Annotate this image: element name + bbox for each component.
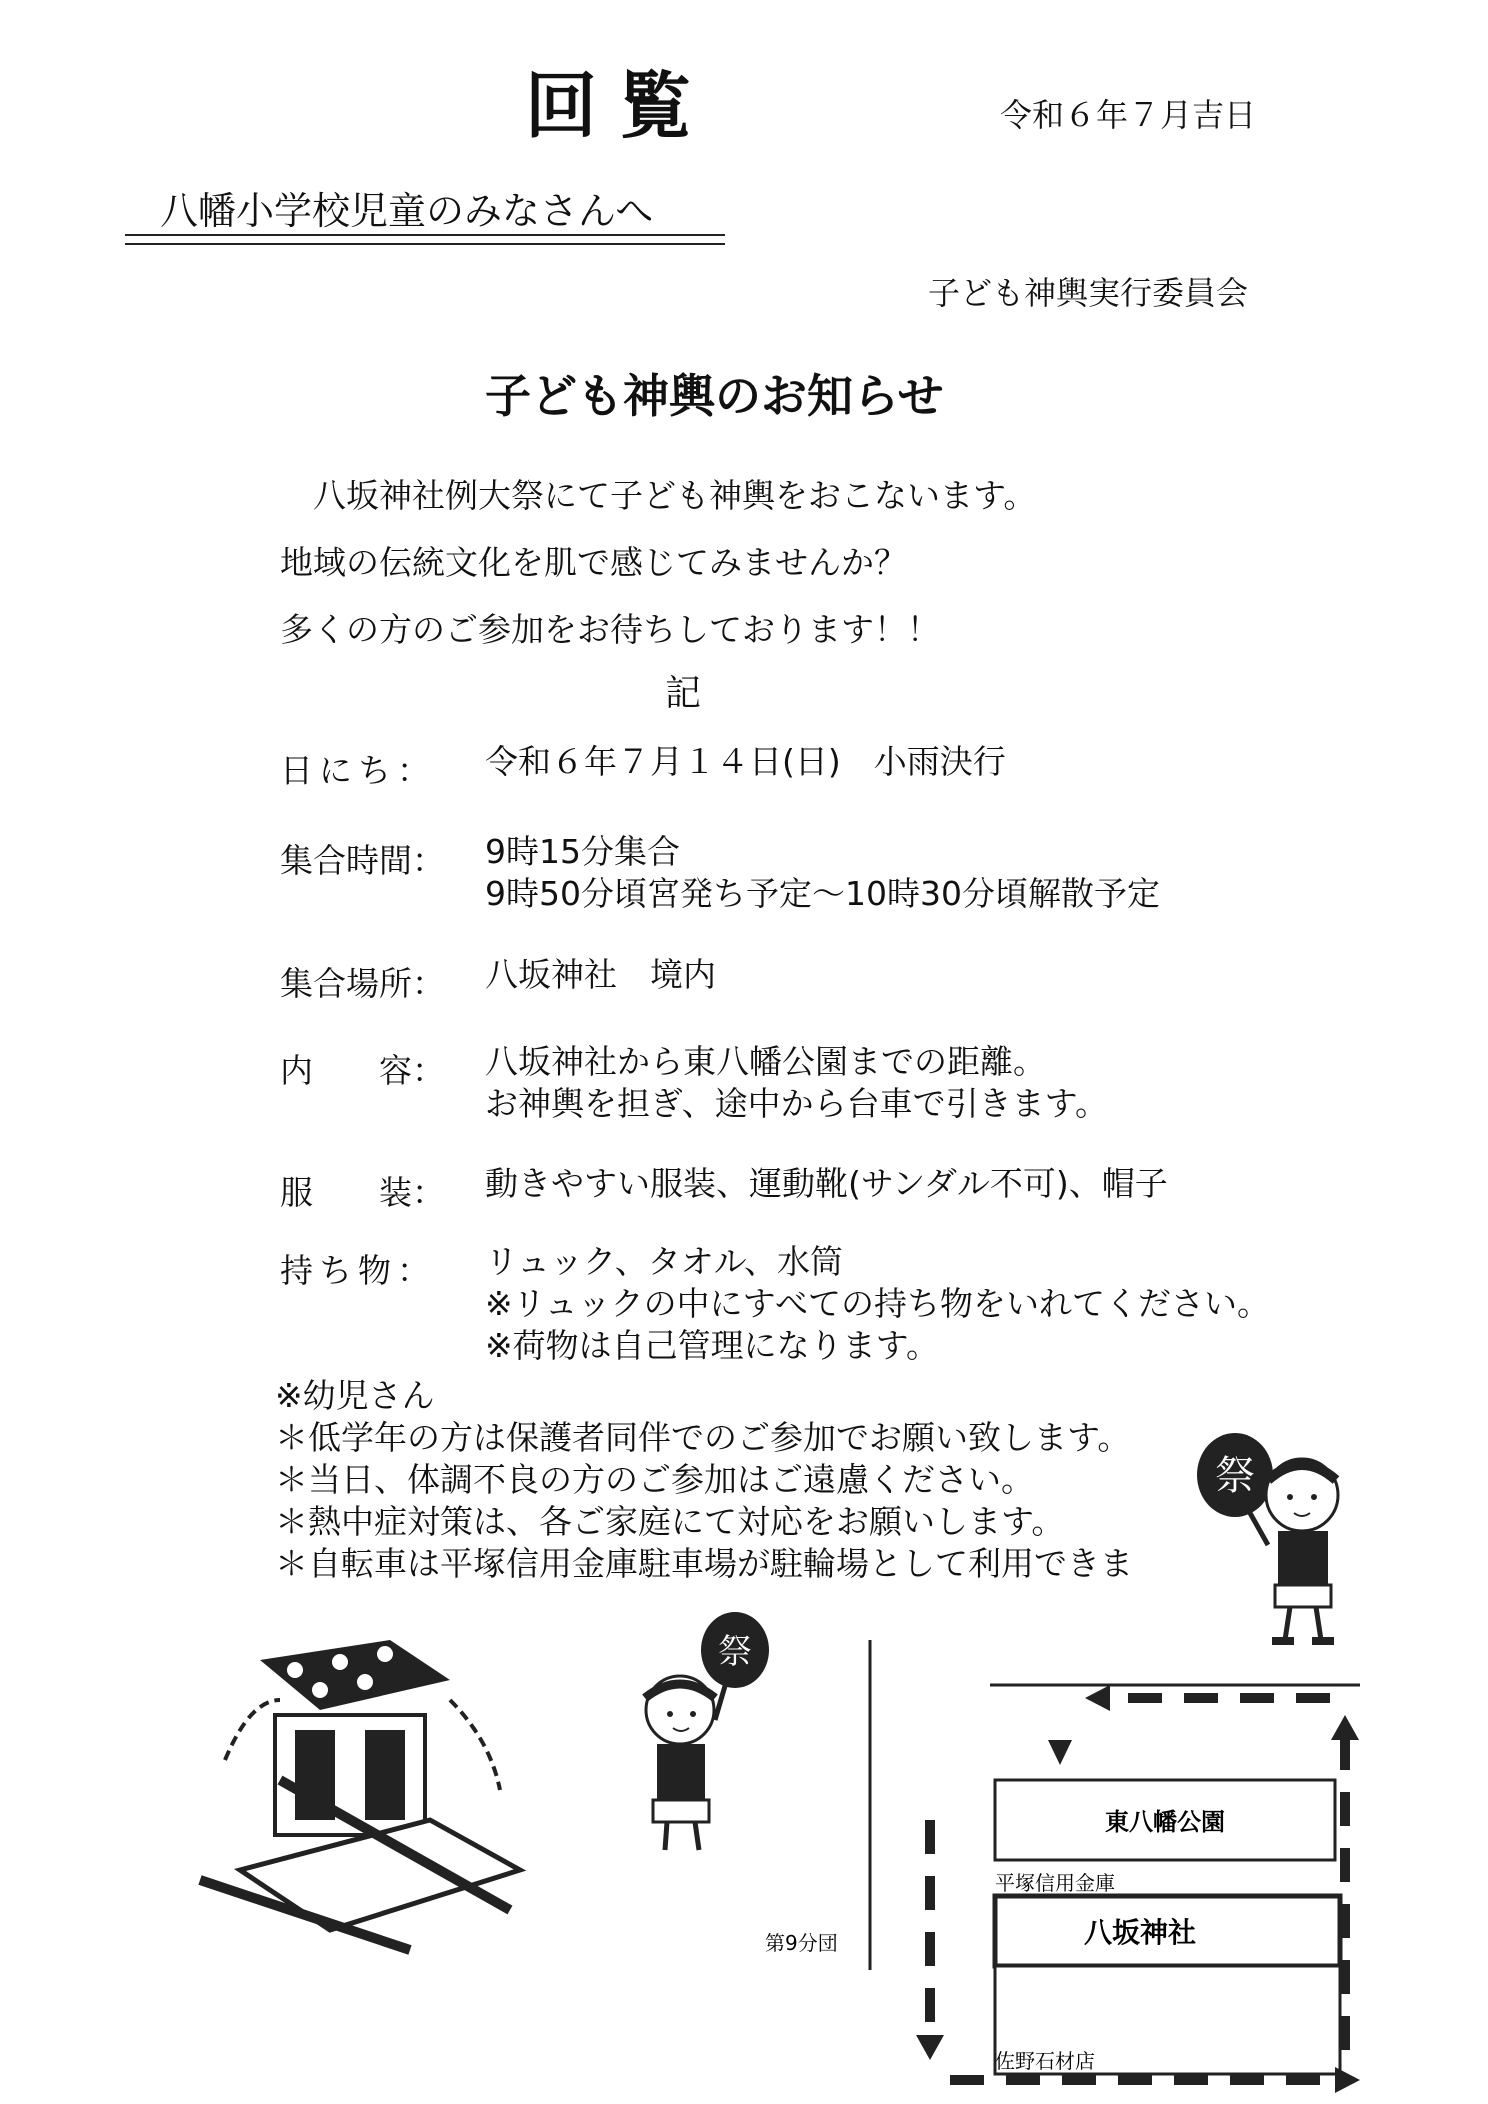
route-map	[765, 1640, 1380, 2090]
items-value-3: ※荷物は自己管理になります。	[485, 1326, 940, 1365]
content-values	[485, 1041, 1108, 1125]
clothes-value: 動きやすい服装、運動靴(サンダル不可)、帽子	[485, 1164, 1168, 1203]
items-value-2: ※リュックの中にすべての持ち物をいれてください。	[485, 1284, 1271, 1323]
time-value-2: 9時50分頃宮発ち予定〜10時30分頃解散予定	[485, 874, 1160, 913]
note-line-4: ＊熱中症対策は、各ご家庭にて対応をお願いします。	[275, 1502, 1065, 1541]
arrow-left-icon	[1085, 1685, 1110, 1711]
fan-kanji-2: 祭	[718, 1632, 752, 1672]
items-values	[485, 1241, 1270, 1367]
items-label: 持ち物：	[280, 1251, 436, 1290]
festival-boy-illustration-right	[1190, 1425, 1370, 1655]
content-label: 内 容：	[280, 1051, 445, 1090]
festival-boy-illustration-center	[615, 1610, 785, 1860]
intro-line-3: 多くの方のご参加をお待ちしております！！	[280, 610, 940, 649]
items-value-1: リュック、タオル、水筒	[485, 1242, 844, 1281]
recipient-underline-2	[125, 243, 725, 245]
note-line-1: ※幼児さん	[275, 1376, 435, 1415]
intro-paragraph	[280, 462, 1036, 663]
park-label: 東八幡公園	[1105, 1808, 1225, 1836]
document-title: 回覧	[525, 64, 714, 148]
committee-name: 子ども神輿実行委員会	[928, 274, 1249, 312]
time-value-1: 9時15分集合	[485, 832, 680, 871]
content-value-1: 八坂神社から東八幡公園までの距離。	[485, 1042, 1046, 1081]
shrine-label: 八坂神社	[1083, 1916, 1197, 1949]
arrow-down-small-icon	[1048, 1740, 1072, 1765]
note-line-2: ＊低学年の方は保護者同伴でのご参加でお願い致します。	[275, 1418, 1131, 1457]
notice-heading: 子ども神輿のお知らせ	[485, 369, 944, 423]
arrow-right-icon	[1335, 2067, 1360, 2093]
bank-label: 平塚信用金庫	[995, 1871, 1115, 1895]
content-value-2: お神輿を担ぎ、途中から台車で引きます。	[485, 1084, 1109, 1123]
stone-shop-label: 佐野石材店	[995, 2049, 1095, 2073]
intro-line-2: 地域の伝統文化を肌で感じてみませんか？	[280, 543, 907, 582]
place-value: 八坂神社 境内	[485, 955, 716, 994]
place-label: 集合場所：	[280, 964, 445, 1003]
intro-line-1: 八坂神社例大祭にて子ども神輿をおこないます。	[313, 476, 1037, 515]
ki-marker: 記	[665, 673, 702, 714]
note-line-3: ＊当日、体調不良の方のご参加はご遠慮ください。	[275, 1460, 1034, 1499]
time-values	[485, 831, 1160, 915]
time-label: 集合時間：	[280, 841, 445, 880]
mikoshi-illustration	[200, 1640, 540, 1970]
date-label: 日にち：	[280, 751, 436, 790]
recipient-underline	[125, 234, 725, 236]
arrow-up-icon	[1331, 1715, 1359, 1740]
date-value: 令和６年７月１４日(日) 小雨決行	[485, 742, 1006, 781]
notes-block	[275, 1375, 1133, 1585]
recipient-line: 八幡小学校児童のみなさんへ	[160, 189, 654, 233]
fire-brigade-label: 第9分団	[765, 1931, 838, 1955]
issue-date: 令和６年７月吉日	[1000, 96, 1257, 134]
arrow-down-icon	[916, 2035, 944, 2060]
note-line-5: ＊自転車は平塚信用金庫駐車場が駐輪場として利用できま	[275, 1544, 1133, 1583]
clothes-label: 服 装：	[280, 1173, 445, 1212]
fan-kanji: 祭	[1215, 1453, 1255, 1499]
